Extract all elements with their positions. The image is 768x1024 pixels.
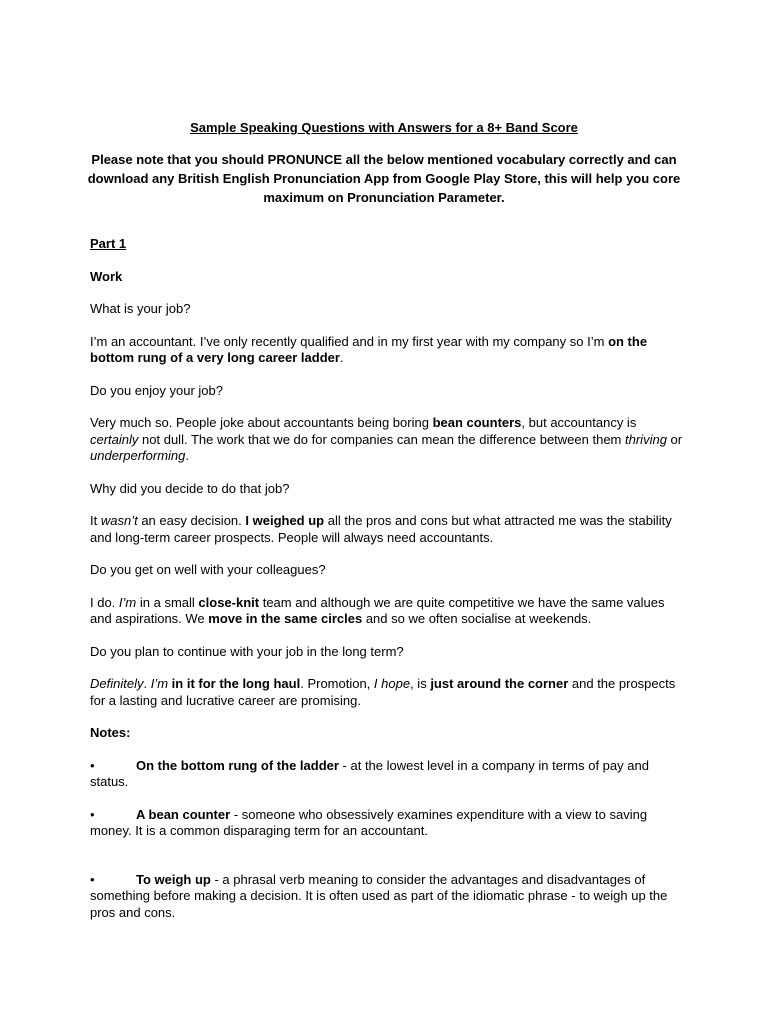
answer-text: . [185,448,190,463]
answer-italic-word: I’m [150,676,169,691]
note-definition: - a phrasal verb meaning to consider the advantages and disadvantages of something before making a decision. It is often used as part of the idiomatic phrase - to weigh up the pros and cons. [90,871,668,920]
answer-text: all the pros and cons but what attracted me was the stability and long-term career prospects. People will always need accountants. [90,513,672,545]
answer-text: or [666,431,683,447]
answer-italic-word: certainly [90,431,139,447]
answer-text: . Promotion, [300,676,374,691]
answer-5 [90,676,684,709]
answer-text: It [90,513,101,528]
answer-italic-word: underperforming [90,448,186,463]
answer-text: and the prospects for a lasting and lucrative career are promising. [90,676,676,708]
answer-bold-phrase: move in the same circles [208,611,363,626]
note-term: To weigh up [136,871,211,887]
document-body [90,236,684,937]
answer-bold-phrase: bean counters [432,415,522,430]
notes-heading: Notes: [90,725,131,740]
answer-bold-phrase: on the bottom rung of a very long career ladder [90,333,648,365]
question-5: Do you plan to continue with your job in the long term? [90,643,404,659]
answer-4 [90,595,684,628]
note-item [90,872,684,922]
answer-text: , is [410,676,431,691]
answer-text: Very much so. People joke about accountants being boring [90,415,433,430]
answer-italic-word: Definitely [90,676,144,691]
answer-text: team and although we are quite competitive we have the same values and aspirations. We [90,594,665,626]
answer-text: I’m an accountant. I’ve only recently qualified and in my first year with my company so I’m [90,333,609,349]
answer-italic-word: thriving [625,431,667,447]
answer-text: . [143,676,151,691]
answer-bold-phrase: just around the corner [430,676,569,691]
question-3: Why did you decide to do that job? [90,480,290,496]
answer-text: not dull. The work that we do for companies can mean the difference between them [138,431,626,447]
answer-text: an easy decision. [137,513,246,528]
answer-bold-phrase: close-knit [198,594,260,610]
note-spacer [90,856,684,872]
note-item [90,807,684,840]
part-heading: Part 1 [90,236,127,251]
answer-text: I do. [90,594,119,610]
question-1: What is your job? [90,301,191,316]
question-2: Do you enjoy your job? [90,382,223,398]
bullet-icon: • [90,871,95,887]
notes-list [90,758,684,922]
note-term: A bean counter [136,806,231,822]
note-item [90,758,684,791]
answer-1 [90,334,684,367]
question-4: Do you get on well with your colleagues? [90,562,326,577]
answer-bold-phrase: I weighed up [245,513,325,528]
bullet-icon: • [90,806,95,822]
answer-text: . [339,350,344,365]
answer-text: and so we often socialise at weekends. [362,611,592,626]
answer-italic-word: I’m [118,594,137,610]
answer-text: , but accountancy is [521,415,637,430]
section-heading: Work [90,268,123,284]
answer-italic-word: wasn’t [100,513,138,528]
note-definition: - at the lowest level in a company in terms of pay and status. [90,757,649,789]
answer-text: in a small [136,594,199,610]
answer-2 [90,415,684,465]
note-definition: - someone who obsessively examines expenditure with a view to saving money. It is a common disparaging term for an accountant. [90,806,648,838]
document-title: Sample Speaking Questions with Answers for a 8+ Band Score [190,120,578,135]
answer-bold-phrase: in it for the long haul [171,676,301,691]
answer-3 [90,513,684,546]
answer-italic-word: I hope [373,676,411,691]
note-term: On the bottom rung of the ladder [136,757,339,773]
pronunciation-notice: Please note that you should PRONUNCE all the below mentioned vocabulary correctly and can download any British English Pronunciation App from Google Play Store, this will help you core maximum on Pronunciation Parameter. [87,152,681,205]
bullet-icon: • [90,757,95,773]
